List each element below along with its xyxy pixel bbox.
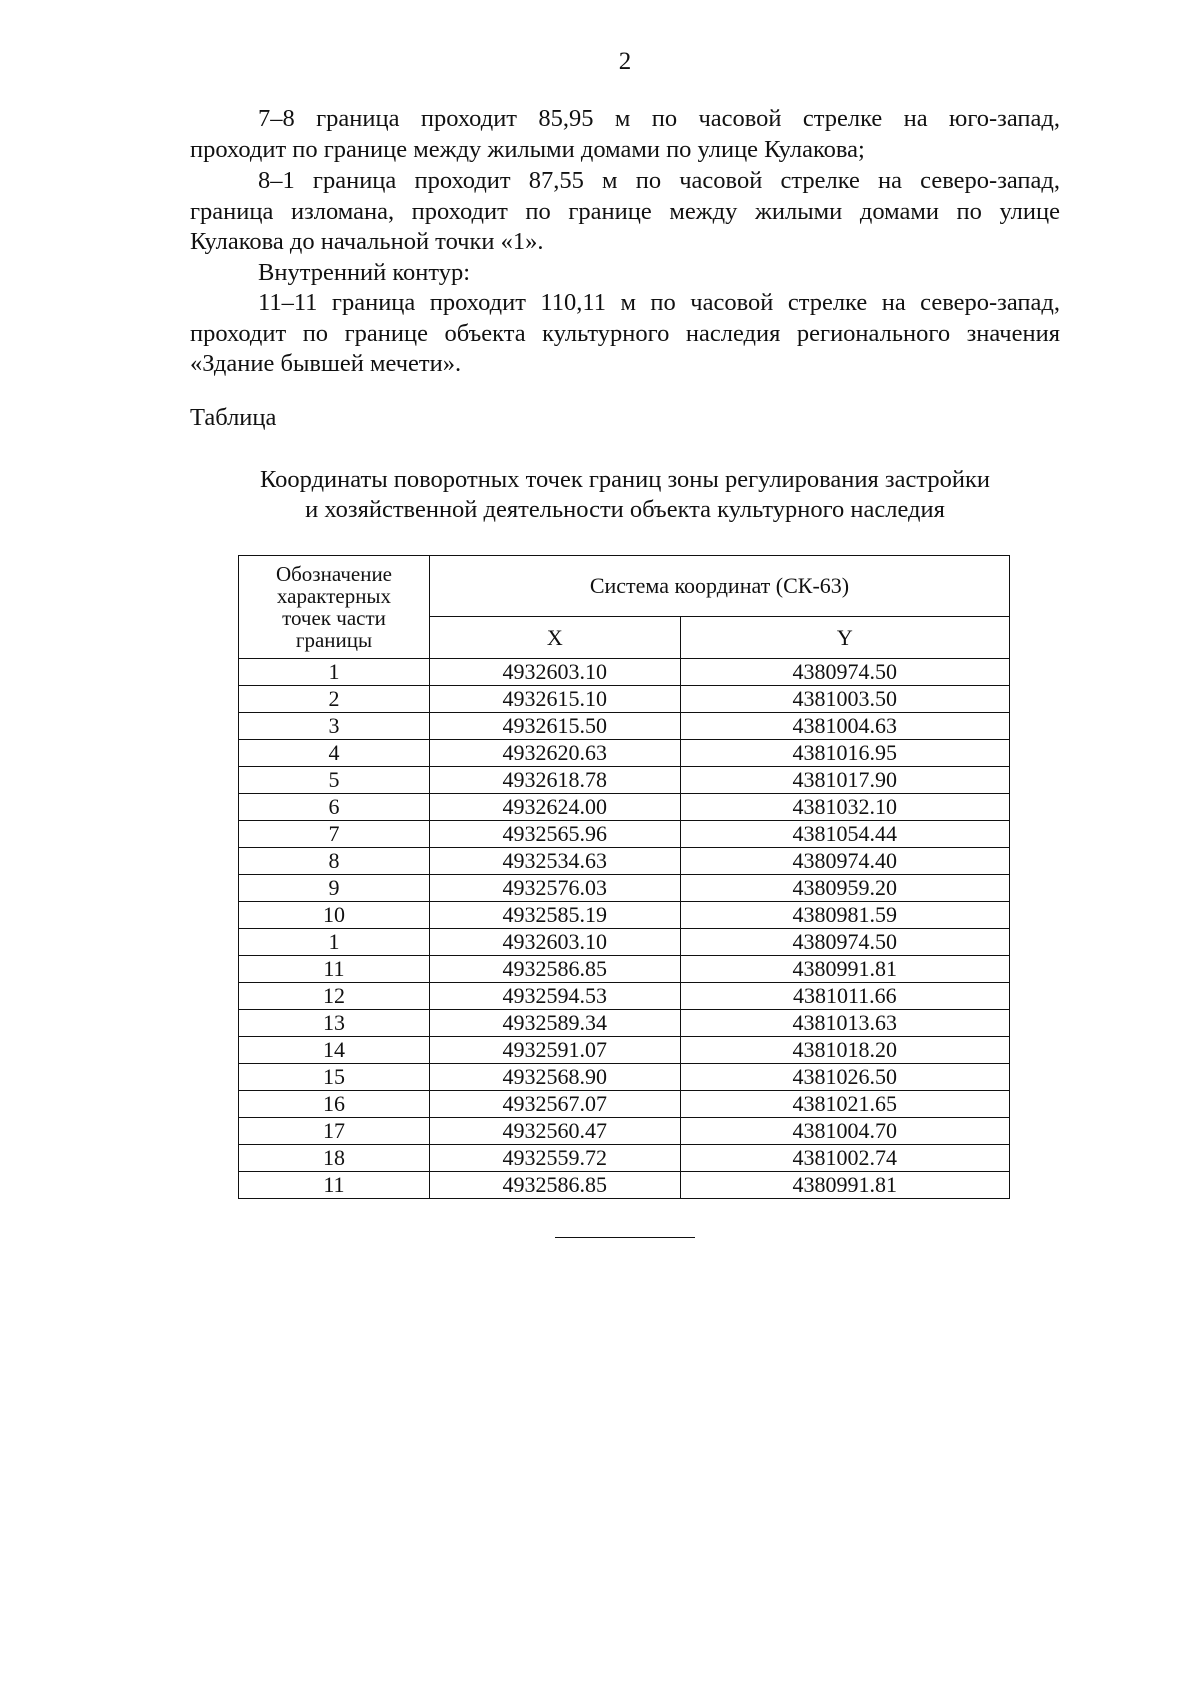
cell-point: 13 bbox=[239, 1010, 430, 1037]
cell-y: 4381054.44 bbox=[680, 821, 1009, 848]
table-row bbox=[239, 956, 1010, 983]
cell-point: 1 bbox=[239, 929, 430, 956]
cell-y: 4381016.95 bbox=[680, 740, 1009, 767]
cell-x: 4932594.53 bbox=[429, 983, 680, 1010]
cell-point: 1 bbox=[239, 659, 430, 686]
table-title-line: и хозяйственной деятельности объекта культурного наследия bbox=[305, 496, 945, 523]
cell-y: 4381032.10 bbox=[680, 794, 1009, 821]
cell-x: 4932576.03 bbox=[429, 875, 680, 902]
cell-x: 4932585.19 bbox=[429, 902, 680, 929]
text-line: 8–1 граница проходит 87,55 м по часовой стрелке на северо-запад, bbox=[258, 167, 1060, 194]
cell-y: 4380974.40 bbox=[680, 848, 1009, 875]
table-row bbox=[239, 929, 1010, 956]
cell-point: 10 bbox=[239, 902, 430, 929]
table-row bbox=[239, 1172, 1010, 1199]
paragraph-8-1 bbox=[190, 166, 1060, 258]
cell-x: 4932615.50 bbox=[429, 713, 680, 740]
cell-x: 4932534.63 bbox=[429, 848, 680, 875]
cell-x: 4932567.07 bbox=[429, 1091, 680, 1118]
table-row bbox=[239, 902, 1010, 929]
cell-y: 4381011.66 bbox=[680, 983, 1009, 1010]
cell-y: 4380991.81 bbox=[680, 956, 1009, 983]
text-line: Внутренний контур: bbox=[258, 259, 471, 286]
cell-y: 4381004.70 bbox=[680, 1118, 1009, 1145]
table-row bbox=[239, 740, 1010, 767]
cell-x: 4932615.10 bbox=[429, 686, 680, 713]
table-row bbox=[239, 1145, 1010, 1172]
cell-y: 4381004.63 bbox=[680, 713, 1009, 740]
cell-y: 4380981.59 bbox=[680, 902, 1009, 929]
header-point: Обозначение характерных точек части границы bbox=[239, 556, 430, 659]
cell-x: 4932565.96 bbox=[429, 821, 680, 848]
cell-x: 4932568.90 bbox=[429, 1064, 680, 1091]
cell-x: 4932560.47 bbox=[429, 1118, 680, 1145]
table-row bbox=[239, 1037, 1010, 1064]
cell-x: 4932589.34 bbox=[429, 1010, 680, 1037]
text-line: «Здание бывшей мечети». bbox=[190, 350, 462, 377]
table-title bbox=[190, 465, 1060, 525]
table-title-line: Координаты поворотных точек границ зоны регулирования застройки bbox=[260, 466, 990, 493]
header-x: X bbox=[429, 617, 680, 659]
table-row bbox=[239, 983, 1010, 1010]
cell-point: 4 bbox=[239, 740, 430, 767]
cell-point: 11 bbox=[239, 1172, 430, 1199]
cell-point: 11 bbox=[239, 956, 430, 983]
header-y: Y bbox=[680, 617, 1009, 659]
table-row bbox=[239, 659, 1010, 686]
cell-x: 4932559.72 bbox=[429, 1145, 680, 1172]
cell-y: 4381018.20 bbox=[680, 1037, 1009, 1064]
text-line: проходит по границе объекта культурного наследия регионального значения bbox=[190, 319, 1060, 347]
header-system: Система координат (СК-63) bbox=[429, 556, 1009, 617]
table-row bbox=[239, 713, 1010, 740]
cell-point: 17 bbox=[239, 1118, 430, 1145]
text-line: граница изломана, проходит по границе между жилыми домами по улице bbox=[190, 197, 1060, 225]
cell-point: 3 bbox=[239, 713, 430, 740]
cell-y: 4380974.50 bbox=[680, 659, 1009, 686]
end-rule bbox=[555, 1237, 695, 1238]
cell-x: 4932603.10 bbox=[429, 659, 680, 686]
cell-point: 12 bbox=[239, 983, 430, 1010]
table-row bbox=[239, 767, 1010, 794]
text-line: проходит по границе между жилыми домами по улице Кулакова; bbox=[190, 135, 865, 163]
cell-x: 4932603.10 bbox=[429, 929, 680, 956]
text-line: 7–8 граница проходит 85,95 м по часовой стрелке на юго-запад, bbox=[258, 105, 1060, 132]
cell-x: 4932624.00 bbox=[429, 794, 680, 821]
cell-y: 4381017.90 bbox=[680, 767, 1009, 794]
cell-x: 4932618.78 bbox=[429, 767, 680, 794]
paragraph-7-8 bbox=[190, 104, 1060, 165]
cell-point: 16 bbox=[239, 1091, 430, 1118]
cell-point: 8 bbox=[239, 848, 430, 875]
cell-y: 4381002.74 bbox=[680, 1145, 1009, 1172]
cell-point: 5 bbox=[239, 767, 430, 794]
cell-y: 4380991.81 bbox=[680, 1172, 1009, 1199]
cell-x: 4932591.07 bbox=[429, 1037, 680, 1064]
table-row bbox=[239, 1064, 1010, 1091]
coordinates-table bbox=[238, 555, 1010, 1199]
table-row bbox=[239, 686, 1010, 713]
cell-y: 4380959.20 bbox=[680, 875, 1009, 902]
table-row bbox=[239, 848, 1010, 875]
table-row bbox=[239, 1010, 1010, 1037]
table-row bbox=[239, 875, 1010, 902]
table-label: Таблица bbox=[190, 404, 277, 431]
cell-point: 6 bbox=[239, 794, 430, 821]
cell-y: 4381013.63 bbox=[680, 1010, 1009, 1037]
page-number: 2 bbox=[618, 48, 632, 75]
cell-y: 4381026.50 bbox=[680, 1064, 1009, 1091]
paragraph-11-11 bbox=[190, 288, 1060, 380]
table-row bbox=[239, 821, 1010, 848]
text-line: Кулакова до начальной точки «1». bbox=[190, 228, 544, 255]
text-line: 11–11 граница проходит 110,11 м по часовой стрелке на северо-запад, bbox=[258, 289, 1060, 316]
cell-point: 15 bbox=[239, 1064, 430, 1091]
cell-point: 2 bbox=[239, 686, 430, 713]
cell-point: 9 bbox=[239, 875, 430, 902]
paragraph-inner-contour bbox=[190, 258, 1060, 289]
table-row bbox=[239, 794, 1010, 821]
cell-y: 4381003.50 bbox=[680, 686, 1009, 713]
table-row bbox=[239, 1118, 1010, 1145]
cell-x: 4932620.63 bbox=[429, 740, 680, 767]
cell-point: 18 bbox=[239, 1145, 430, 1172]
cell-point: 14 bbox=[239, 1037, 430, 1064]
cell-x: 4932586.85 bbox=[429, 956, 680, 983]
cell-point: 7 bbox=[239, 821, 430, 848]
cell-x: 4932586.85 bbox=[429, 1172, 680, 1199]
cell-y: 4381021.65 bbox=[680, 1091, 1009, 1118]
cell-y: 4380974.50 bbox=[680, 929, 1009, 956]
table-row bbox=[239, 1091, 1010, 1118]
